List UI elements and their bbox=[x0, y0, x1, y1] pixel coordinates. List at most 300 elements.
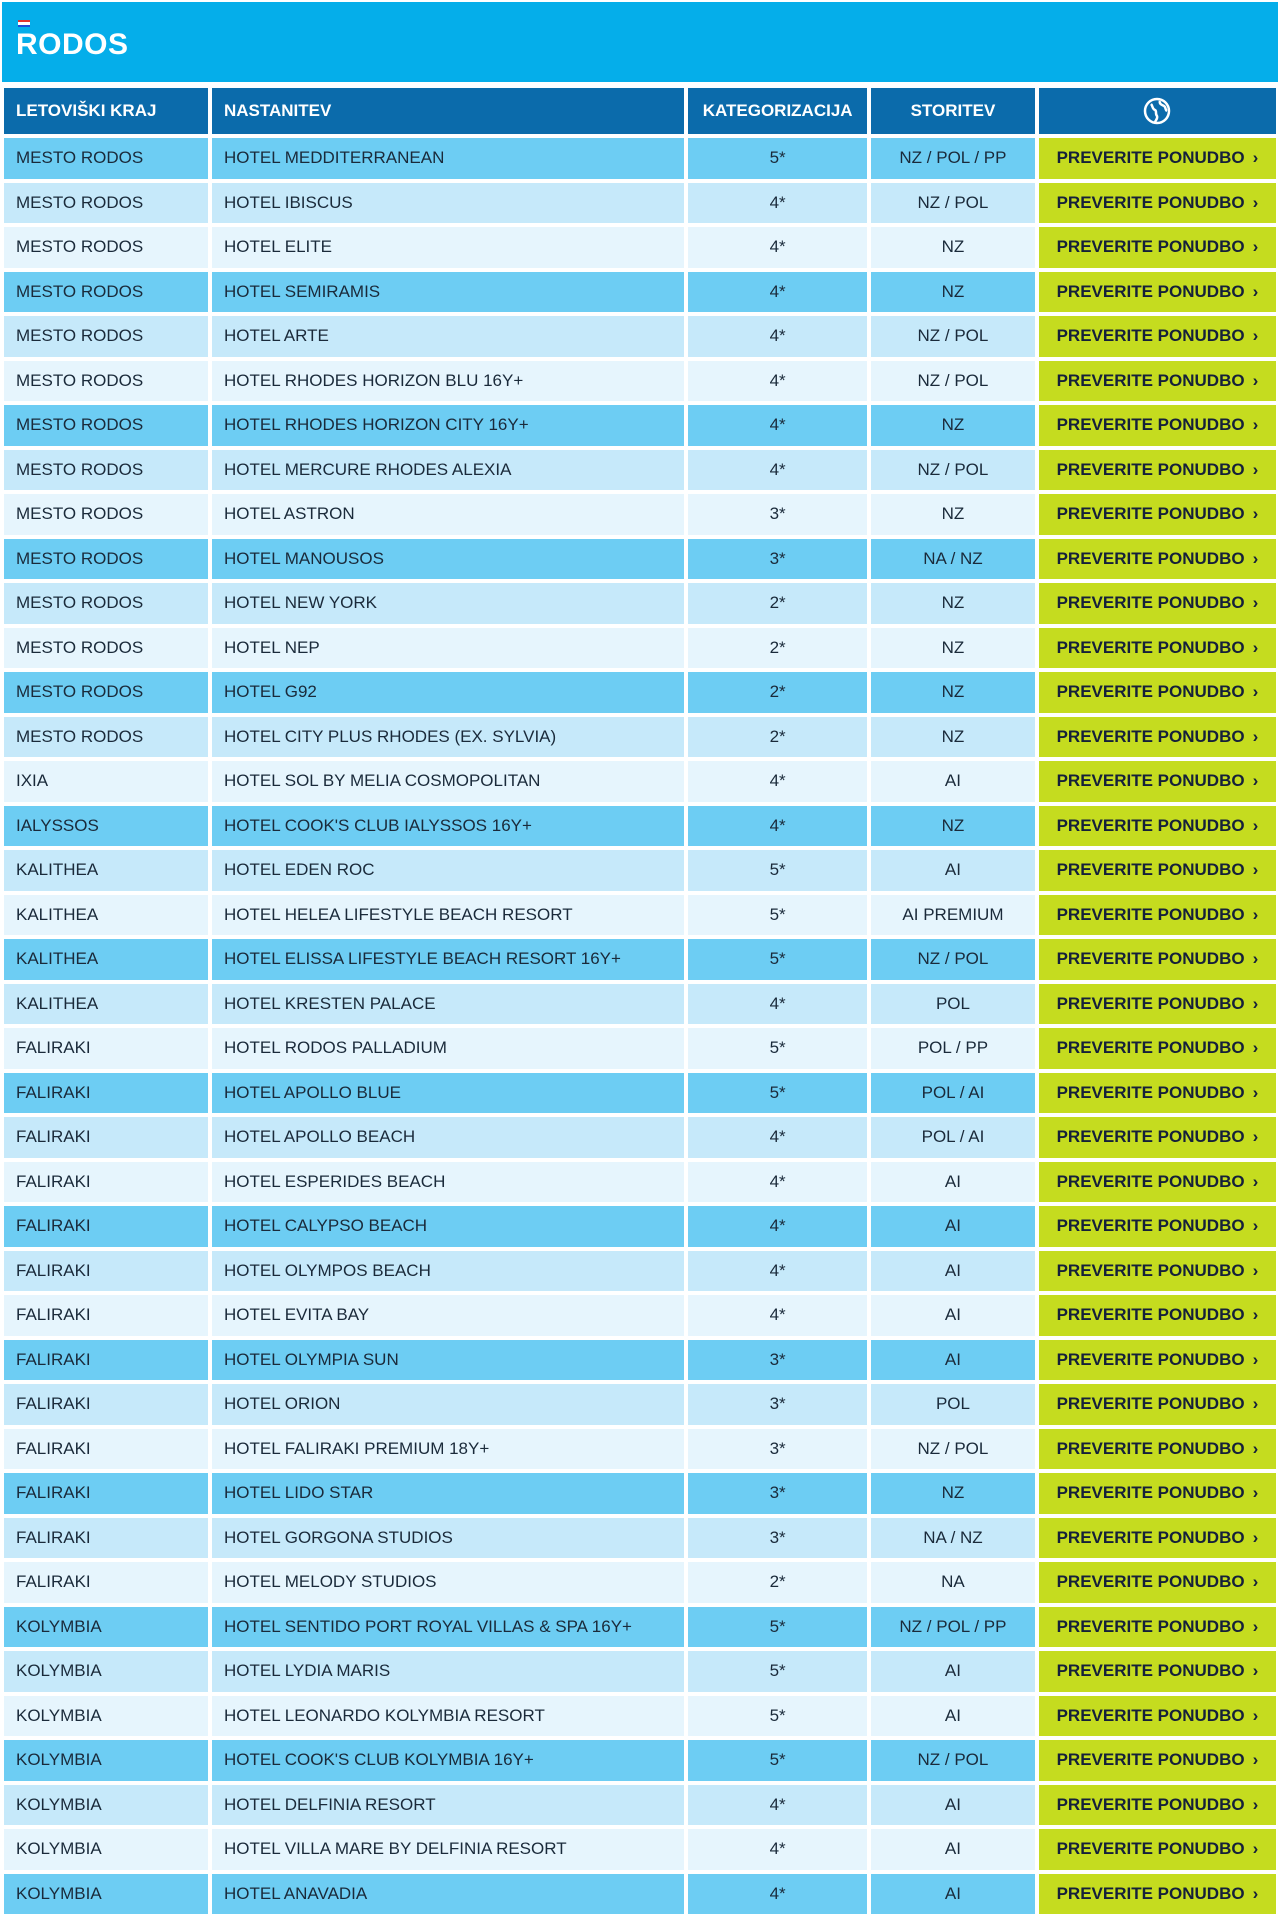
chevron-right-icon: › bbox=[1252, 1171, 1259, 1191]
check-offer-button[interactable] bbox=[1039, 1740, 1276, 1781]
service-cell: NA / NZ bbox=[871, 539, 1035, 580]
check-offer-label: PREVERITE PONUDBO bbox=[1056, 459, 1245, 479]
resort-cell: MESTO RODOS bbox=[4, 672, 208, 713]
chevron-right-icon: › bbox=[1252, 682, 1259, 702]
chevron-right-icon: › bbox=[1252, 815, 1259, 835]
check-offer-button[interactable] bbox=[1039, 984, 1276, 1025]
chevron-right-icon: › bbox=[1252, 1750, 1259, 1770]
service-cell: AI bbox=[871, 1162, 1035, 1203]
check-offer-label: PREVERITE PONUDBO bbox=[1056, 237, 1245, 257]
check-offer-label: PREVERITE PONUDBO bbox=[1056, 1616, 1245, 1636]
service-cell: NZ / POL / PP bbox=[871, 1607, 1035, 1648]
check-offer-button[interactable] bbox=[1039, 539, 1276, 580]
check-offer-label: PREVERITE PONUDBO bbox=[1056, 504, 1245, 524]
chevron-right-icon: › bbox=[1252, 281, 1259, 301]
chevron-right-icon: › bbox=[1252, 1661, 1259, 1681]
table-row bbox=[4, 227, 1276, 268]
category-cell: 3* bbox=[688, 494, 867, 535]
check-offer-button[interactable] bbox=[1039, 1829, 1276, 1870]
category-cell: 2* bbox=[688, 628, 867, 669]
check-offer-label: PREVERITE PONUDBO bbox=[1056, 1483, 1245, 1503]
service-cell: NZ / POL bbox=[871, 183, 1035, 224]
resort-cell: MESTO RODOS bbox=[4, 450, 208, 491]
table-row bbox=[4, 1874, 1276, 1915]
check-offer-button[interactable] bbox=[1039, 1429, 1276, 1470]
chevron-right-icon: › bbox=[1252, 1794, 1259, 1814]
category-cell: 5* bbox=[688, 1740, 867, 1781]
service-cell: POL bbox=[871, 984, 1035, 1025]
category-cell: 5* bbox=[688, 1073, 867, 1114]
resort-cell: MESTO RODOS bbox=[4, 227, 208, 268]
chevron-right-icon: › bbox=[1252, 726, 1259, 746]
service-cell: NZ / POL bbox=[871, 316, 1035, 357]
chevron-right-icon: › bbox=[1252, 593, 1259, 613]
check-offer-label: PREVERITE PONUDBO bbox=[1056, 548, 1245, 568]
chevron-right-icon: › bbox=[1252, 1305, 1259, 1325]
column-header-link bbox=[1039, 88, 1276, 134]
chevron-right-icon: › bbox=[1252, 459, 1259, 479]
hotel-cell: HOTEL NEP bbox=[212, 628, 684, 669]
table-row bbox=[4, 1117, 1276, 1158]
resort-cell: MESTO RODOS bbox=[4, 361, 208, 402]
column-header-category: KATEGORIZACIJA bbox=[688, 88, 867, 134]
hotel-cell: HOTEL COOK'S CLUB IALYSSOS 16Y+ bbox=[212, 806, 684, 847]
chevron-right-icon: › bbox=[1252, 1483, 1259, 1503]
check-offer-label: PREVERITE PONUDBO bbox=[1056, 1394, 1245, 1414]
service-cell: NZ / POL bbox=[871, 939, 1035, 980]
check-offer-label: PREVERITE PONUDBO bbox=[1056, 1750, 1245, 1770]
title-bar bbox=[2, 2, 1278, 82]
check-offer-button[interactable] bbox=[1039, 1785, 1276, 1826]
service-cell: AI bbox=[871, 1651, 1035, 1692]
table-header-row bbox=[4, 88, 1276, 134]
table-row bbox=[4, 494, 1276, 535]
table-row bbox=[4, 1251, 1276, 1292]
hotel-cell: HOTEL MERCURE RHODES ALEXIA bbox=[212, 450, 684, 491]
resort-cell: KOLYMBIA bbox=[4, 1829, 208, 1870]
hotel-cell: HOTEL ELITE bbox=[212, 227, 684, 268]
chevron-right-icon: › bbox=[1252, 771, 1259, 791]
check-offer-label: PREVERITE PONUDBO bbox=[1056, 326, 1245, 346]
category-cell: 5* bbox=[688, 939, 867, 980]
chevron-right-icon: › bbox=[1252, 1438, 1259, 1458]
chevron-right-icon: › bbox=[1252, 548, 1259, 568]
category-cell: 5* bbox=[688, 1651, 867, 1692]
service-cell: NA bbox=[871, 1562, 1035, 1603]
table-row bbox=[4, 1162, 1276, 1203]
service-cell: NZ bbox=[871, 583, 1035, 624]
resort-cell: FALIRAKI bbox=[4, 1028, 208, 1069]
chevron-right-icon: › bbox=[1252, 1572, 1259, 1592]
check-offer-button[interactable] bbox=[1039, 761, 1276, 802]
category-cell: 5* bbox=[688, 1696, 867, 1737]
table-row bbox=[4, 1607, 1276, 1648]
check-offer-label: PREVERITE PONUDBO bbox=[1056, 904, 1245, 924]
category-cell: 4* bbox=[688, 1251, 867, 1292]
check-offer-label: PREVERITE PONUDBO bbox=[1056, 1127, 1245, 1147]
chevron-right-icon: › bbox=[1252, 1127, 1259, 1147]
category-cell: 4* bbox=[688, 183, 867, 224]
check-offer-label: PREVERITE PONUDBO bbox=[1056, 1171, 1245, 1191]
table-row bbox=[4, 1295, 1276, 1336]
table-row bbox=[4, 1562, 1276, 1603]
check-offer-label: PREVERITE PONUDBO bbox=[1056, 949, 1245, 969]
check-offer-button[interactable] bbox=[1039, 628, 1276, 669]
hotel-cell: HOTEL ARTE bbox=[212, 316, 684, 357]
service-cell: NZ bbox=[871, 1473, 1035, 1514]
resort-cell: FALIRAKI bbox=[4, 1384, 208, 1425]
hotel-cell: HOTEL APOLLO BLUE bbox=[212, 1073, 684, 1114]
check-offer-button[interactable] bbox=[1039, 1384, 1276, 1425]
chevron-right-icon: › bbox=[1252, 148, 1259, 168]
check-offer-label: PREVERITE PONUDBO bbox=[1056, 993, 1245, 1013]
hotel-cell: HOTEL RHODES HORIZON BLU 16Y+ bbox=[212, 361, 684, 402]
chevron-right-icon: › bbox=[1252, 326, 1259, 346]
service-cell: NA / NZ bbox=[871, 1518, 1035, 1559]
hotel-cell: HOTEL MEDDITERRANEAN bbox=[212, 138, 684, 179]
check-offer-label: PREVERITE PONUDBO bbox=[1056, 771, 1245, 791]
check-offer-label: PREVERITE PONUDBO bbox=[1056, 281, 1245, 301]
table-row bbox=[4, 1740, 1276, 1781]
chevron-right-icon: › bbox=[1252, 1705, 1259, 1725]
hotel-cell: HOTEL GORGONA STUDIOS bbox=[212, 1518, 684, 1559]
hotels-table bbox=[0, 84, 1280, 1918]
resort-cell: KOLYMBIA bbox=[4, 1740, 208, 1781]
hotel-cell: HOTEL SENTIDO PORT ROYAL VILLAS & SPA 16Y+ bbox=[212, 1607, 684, 1648]
table-row bbox=[4, 1206, 1276, 1247]
category-cell: 4* bbox=[688, 1162, 867, 1203]
resort-cell: FALIRAKI bbox=[4, 1295, 208, 1336]
table-row bbox=[4, 183, 1276, 224]
hotel-cell: HOTEL VILLA MARE BY DELFINIA RESORT bbox=[212, 1829, 684, 1870]
table-row bbox=[4, 450, 1276, 491]
table-row bbox=[4, 1340, 1276, 1381]
resort-cell: KALITHEA bbox=[4, 895, 208, 936]
table-row bbox=[4, 583, 1276, 624]
check-offer-button[interactable] bbox=[1039, 672, 1276, 713]
category-cell: 4* bbox=[688, 1874, 867, 1915]
hotel-cell: HOTEL DELFINIA RESORT bbox=[212, 1785, 684, 1826]
category-cell: 4* bbox=[688, 405, 867, 446]
table-row bbox=[4, 984, 1276, 1025]
service-cell: POL / AI bbox=[871, 1073, 1035, 1114]
resort-cell: FALIRAKI bbox=[4, 1340, 208, 1381]
service-cell: AI bbox=[871, 1829, 1035, 1870]
chevron-right-icon: › bbox=[1252, 904, 1259, 924]
resort-cell: KOLYMBIA bbox=[4, 1696, 208, 1737]
category-cell: 2* bbox=[688, 1562, 867, 1603]
check-offer-label: PREVERITE PONUDBO bbox=[1056, 1661, 1245, 1681]
category-cell: 2* bbox=[688, 717, 867, 758]
resort-cell: FALIRAKI bbox=[4, 1117, 208, 1158]
resort-cell: IALYSSOS bbox=[4, 806, 208, 847]
check-offer-button[interactable] bbox=[1039, 1340, 1276, 1381]
check-offer-button[interactable] bbox=[1039, 939, 1276, 980]
column-header-resort: LETOVIŠKI KRAJ bbox=[4, 88, 208, 134]
category-cell: 4* bbox=[688, 450, 867, 491]
hotel-cell: HOTEL HELEA LIFESTYLE BEACH RESORT bbox=[212, 895, 684, 936]
table-row bbox=[4, 1696, 1276, 1737]
chevron-right-icon: › bbox=[1252, 1216, 1259, 1236]
category-cell: 3* bbox=[688, 1429, 867, 1470]
resort-cell: MESTO RODOS bbox=[4, 405, 208, 446]
resort-cell: FALIRAKI bbox=[4, 1073, 208, 1114]
chevron-right-icon: › bbox=[1252, 1260, 1259, 1280]
resort-cell: MESTO RODOS bbox=[4, 494, 208, 535]
check-offer-button[interactable] bbox=[1039, 1874, 1276, 1915]
table-row bbox=[4, 1384, 1276, 1425]
hotel-cell: HOTEL CALYPSO BEACH bbox=[212, 1206, 684, 1247]
check-offer-label: PREVERITE PONUDBO bbox=[1056, 682, 1245, 702]
check-offer-button[interactable] bbox=[1039, 405, 1276, 446]
check-offer-button[interactable] bbox=[1039, 1696, 1276, 1737]
service-cell: NZ bbox=[871, 227, 1035, 268]
check-offer-button[interactable] bbox=[1039, 227, 1276, 268]
check-offer-button[interactable] bbox=[1039, 850, 1276, 891]
chevron-right-icon: › bbox=[1252, 1038, 1259, 1058]
check-offer-button[interactable] bbox=[1039, 1562, 1276, 1603]
check-offer-label: PREVERITE PONUDBO bbox=[1056, 148, 1245, 168]
check-offer-label: PREVERITE PONUDBO bbox=[1056, 1082, 1245, 1102]
check-offer-label: PREVERITE PONUDBO bbox=[1056, 370, 1245, 390]
check-offer-label: PREVERITE PONUDBO bbox=[1056, 1305, 1245, 1325]
category-cell: 4* bbox=[688, 1117, 867, 1158]
check-offer-label: PREVERITE PONUDBO bbox=[1056, 1438, 1245, 1458]
globe-icon bbox=[1043, 97, 1272, 125]
check-offer-label: PREVERITE PONUDBO bbox=[1056, 1572, 1245, 1592]
resort-cell: FALIRAKI bbox=[4, 1473, 208, 1514]
service-cell: NZ bbox=[871, 806, 1035, 847]
service-cell: NZ / POL bbox=[871, 1740, 1035, 1781]
hotel-cell: HOTEL FALIRAKI PREMIUM 18Y+ bbox=[212, 1429, 684, 1470]
service-cell: NZ bbox=[871, 272, 1035, 313]
resort-cell: MESTO RODOS bbox=[4, 272, 208, 313]
check-offer-button[interactable] bbox=[1039, 1518, 1276, 1559]
check-offer-button[interactable] bbox=[1039, 895, 1276, 936]
check-offer-button[interactable] bbox=[1039, 1073, 1276, 1114]
check-offer-button[interactable] bbox=[1039, 316, 1276, 357]
category-cell: 5* bbox=[688, 895, 867, 936]
chevron-right-icon: › bbox=[1252, 949, 1259, 969]
category-cell: 4* bbox=[688, 272, 867, 313]
check-offer-button[interactable] bbox=[1039, 1206, 1276, 1247]
check-offer-button[interactable] bbox=[1039, 1607, 1276, 1648]
category-cell: 2* bbox=[688, 583, 867, 624]
check-offer-button[interactable] bbox=[1039, 1473, 1276, 1514]
category-cell: 4* bbox=[688, 984, 867, 1025]
resort-cell: MESTO RODOS bbox=[4, 316, 208, 357]
check-offer-label: PREVERITE PONUDBO bbox=[1056, 415, 1245, 435]
resort-cell: FALIRAKI bbox=[4, 1429, 208, 1470]
service-cell: NZ / POL bbox=[871, 450, 1035, 491]
hotel-cell: HOTEL OLYMPIA SUN bbox=[212, 1340, 684, 1381]
resort-cell: IXIA bbox=[4, 761, 208, 802]
resort-cell: FALIRAKI bbox=[4, 1562, 208, 1603]
chevron-right-icon: › bbox=[1252, 860, 1259, 880]
service-cell: NZ / POL bbox=[871, 1429, 1035, 1470]
category-cell: 2* bbox=[688, 672, 867, 713]
table-row bbox=[4, 761, 1276, 802]
table-row bbox=[4, 405, 1276, 446]
check-offer-label: PREVERITE PONUDBO bbox=[1056, 593, 1245, 613]
check-offer-button[interactable] bbox=[1039, 1162, 1276, 1203]
table-row bbox=[4, 138, 1276, 179]
category-cell: 5* bbox=[688, 138, 867, 179]
table-row bbox=[4, 272, 1276, 313]
category-cell: 4* bbox=[688, 1206, 867, 1247]
check-offer-label: PREVERITE PONUDBO bbox=[1056, 192, 1245, 212]
category-cell: 4* bbox=[688, 361, 867, 402]
hotel-cell: HOTEL RHODES HORIZON CITY 16Y+ bbox=[212, 405, 684, 446]
service-cell: NZ / POL bbox=[871, 361, 1035, 402]
category-cell: 4* bbox=[688, 1295, 867, 1336]
check-offer-button[interactable] bbox=[1039, 717, 1276, 758]
chevron-right-icon: › bbox=[1252, 370, 1259, 390]
check-offer-button[interactable] bbox=[1039, 183, 1276, 224]
check-offer-label: PREVERITE PONUDBO bbox=[1056, 1038, 1245, 1058]
check-offer-button[interactable] bbox=[1039, 272, 1276, 313]
hotel-cell: HOTEL KRESTEN PALACE bbox=[212, 984, 684, 1025]
resort-cell: KOLYMBIA bbox=[4, 1607, 208, 1648]
table-row bbox=[4, 1785, 1276, 1826]
service-cell: POL bbox=[871, 1384, 1035, 1425]
category-cell: 4* bbox=[688, 316, 867, 357]
service-cell: NZ bbox=[871, 405, 1035, 446]
table-row bbox=[4, 1829, 1276, 1870]
service-cell: AI bbox=[871, 1696, 1035, 1737]
resort-cell: KALITHEA bbox=[4, 939, 208, 980]
chevron-right-icon: › bbox=[1252, 1349, 1259, 1369]
service-cell: AI bbox=[871, 1785, 1035, 1826]
table-row bbox=[4, 806, 1276, 847]
category-cell: 4* bbox=[688, 761, 867, 802]
chevron-right-icon: › bbox=[1252, 1839, 1259, 1859]
service-cell: AI PREMIUM bbox=[871, 895, 1035, 936]
category-cell: 3* bbox=[688, 1473, 867, 1514]
resort-cell: FALIRAKI bbox=[4, 1518, 208, 1559]
category-cell: 3* bbox=[688, 1340, 867, 1381]
check-offer-button[interactable] bbox=[1039, 1295, 1276, 1336]
service-cell: NZ / POL / PP bbox=[871, 138, 1035, 179]
check-offer-button[interactable] bbox=[1039, 1028, 1276, 1069]
table-row bbox=[4, 539, 1276, 580]
service-cell: AI bbox=[871, 761, 1035, 802]
service-cell: AI bbox=[871, 850, 1035, 891]
chevron-right-icon: › bbox=[1252, 1883, 1259, 1903]
table-row bbox=[4, 895, 1276, 936]
category-cell: 5* bbox=[688, 1607, 867, 1648]
hotel-cell: HOTEL OLYMPOS BEACH bbox=[212, 1251, 684, 1292]
flag-icon bbox=[18, 20, 30, 27]
resort-cell: KALITHEA bbox=[4, 850, 208, 891]
hotel-cell: HOTEL MELODY STUDIOS bbox=[212, 1562, 684, 1603]
hotel-cell: HOTEL SEMIRAMIS bbox=[212, 272, 684, 313]
chevron-right-icon: › bbox=[1252, 993, 1259, 1013]
column-header-hotel: NASTANITEV bbox=[212, 88, 684, 134]
table-row bbox=[4, 1518, 1276, 1559]
resort-cell: KOLYMBIA bbox=[4, 1651, 208, 1692]
service-cell: AI bbox=[871, 1206, 1035, 1247]
chevron-right-icon: › bbox=[1252, 504, 1259, 524]
chevron-right-icon: › bbox=[1252, 237, 1259, 257]
check-offer-label: PREVERITE PONUDBO bbox=[1056, 1349, 1245, 1369]
service-cell: POL / PP bbox=[871, 1028, 1035, 1069]
hotel-cell: HOTEL G92 bbox=[212, 672, 684, 713]
resort-cell: MESTO RODOS bbox=[4, 539, 208, 580]
category-cell: 3* bbox=[688, 1518, 867, 1559]
table-row bbox=[4, 1429, 1276, 1470]
table-row bbox=[4, 717, 1276, 758]
resort-cell: MESTO RODOS bbox=[4, 583, 208, 624]
chevron-right-icon: › bbox=[1252, 1394, 1259, 1414]
check-offer-button[interactable] bbox=[1039, 138, 1276, 179]
hotel-cell: HOTEL MANOUSOS bbox=[212, 539, 684, 580]
page-title: RODOS bbox=[16, 28, 129, 61]
table-row bbox=[4, 672, 1276, 713]
check-offer-label: PREVERITE PONUDBO bbox=[1056, 1705, 1245, 1725]
hotel-cell: HOTEL CITY PLUS RHODES (EX. SYLVIA) bbox=[212, 717, 684, 758]
table-row bbox=[4, 361, 1276, 402]
hotel-cell: HOTEL COOK'S CLUB KOLYMBIA 16Y+ bbox=[212, 1740, 684, 1781]
check-offer-label: PREVERITE PONUDBO bbox=[1056, 726, 1245, 746]
resort-cell: MESTO RODOS bbox=[4, 628, 208, 669]
check-offer-label: PREVERITE PONUDBO bbox=[1056, 1260, 1245, 1280]
resort-cell: MESTO RODOS bbox=[4, 717, 208, 758]
chevron-right-icon: › bbox=[1252, 192, 1259, 212]
table-row bbox=[4, 850, 1276, 891]
hotel-cell: HOTEL LIDO STAR bbox=[212, 1473, 684, 1514]
check-offer-label: PREVERITE PONUDBO bbox=[1056, 1216, 1245, 1236]
hotel-cell: HOTEL SOL BY MELIA COSMOPOLITAN bbox=[212, 761, 684, 802]
check-offer-label: PREVERITE PONUDBO bbox=[1056, 1839, 1245, 1859]
check-offer-button[interactable] bbox=[1039, 1251, 1276, 1292]
category-cell: 4* bbox=[688, 227, 867, 268]
service-cell: NZ bbox=[871, 494, 1035, 535]
resort-cell: KALITHEA bbox=[4, 984, 208, 1025]
check-offer-button[interactable] bbox=[1039, 361, 1276, 402]
chevron-right-icon: › bbox=[1252, 637, 1259, 657]
check-offer-label: PREVERITE PONUDBO bbox=[1056, 860, 1245, 880]
resort-cell: KOLYMBIA bbox=[4, 1785, 208, 1826]
check-offer-button[interactable] bbox=[1039, 583, 1276, 624]
check-offer-button[interactable] bbox=[1039, 450, 1276, 491]
service-cell: AI bbox=[871, 1340, 1035, 1381]
chevron-right-icon: › bbox=[1252, 1616, 1259, 1636]
category-cell: 5* bbox=[688, 1028, 867, 1069]
service-cell: NZ bbox=[871, 717, 1035, 758]
table-body bbox=[4, 138, 1276, 1914]
resort-cell: FALIRAKI bbox=[4, 1206, 208, 1247]
hotel-cell: HOTEL ORION bbox=[212, 1384, 684, 1425]
service-cell: AI bbox=[871, 1251, 1035, 1292]
chevron-right-icon: › bbox=[1252, 1527, 1259, 1547]
hotel-cell: HOTEL EDEN ROC bbox=[212, 850, 684, 891]
resort-cell: FALIRAKI bbox=[4, 1162, 208, 1203]
resort-cell: KOLYMBIA bbox=[4, 1874, 208, 1915]
table-row bbox=[4, 628, 1276, 669]
check-offer-label: PREVERITE PONUDBO bbox=[1056, 1794, 1245, 1814]
check-offer-button[interactable] bbox=[1039, 1117, 1276, 1158]
check-offer-button[interactable] bbox=[1039, 494, 1276, 535]
check-offer-button[interactable] bbox=[1039, 1651, 1276, 1692]
hotel-cell: HOTEL ELISSA LIFESTYLE BEACH RESORT 16Y+ bbox=[212, 939, 684, 980]
check-offer-label: PREVERITE PONUDBO bbox=[1056, 1527, 1245, 1547]
hotel-cell: HOTEL APOLLO BEACH bbox=[212, 1117, 684, 1158]
category-cell: 4* bbox=[688, 1785, 867, 1826]
resort-cell: FALIRAKI bbox=[4, 1251, 208, 1292]
service-cell: AI bbox=[871, 1295, 1035, 1336]
check-offer-button[interactable] bbox=[1039, 806, 1276, 847]
